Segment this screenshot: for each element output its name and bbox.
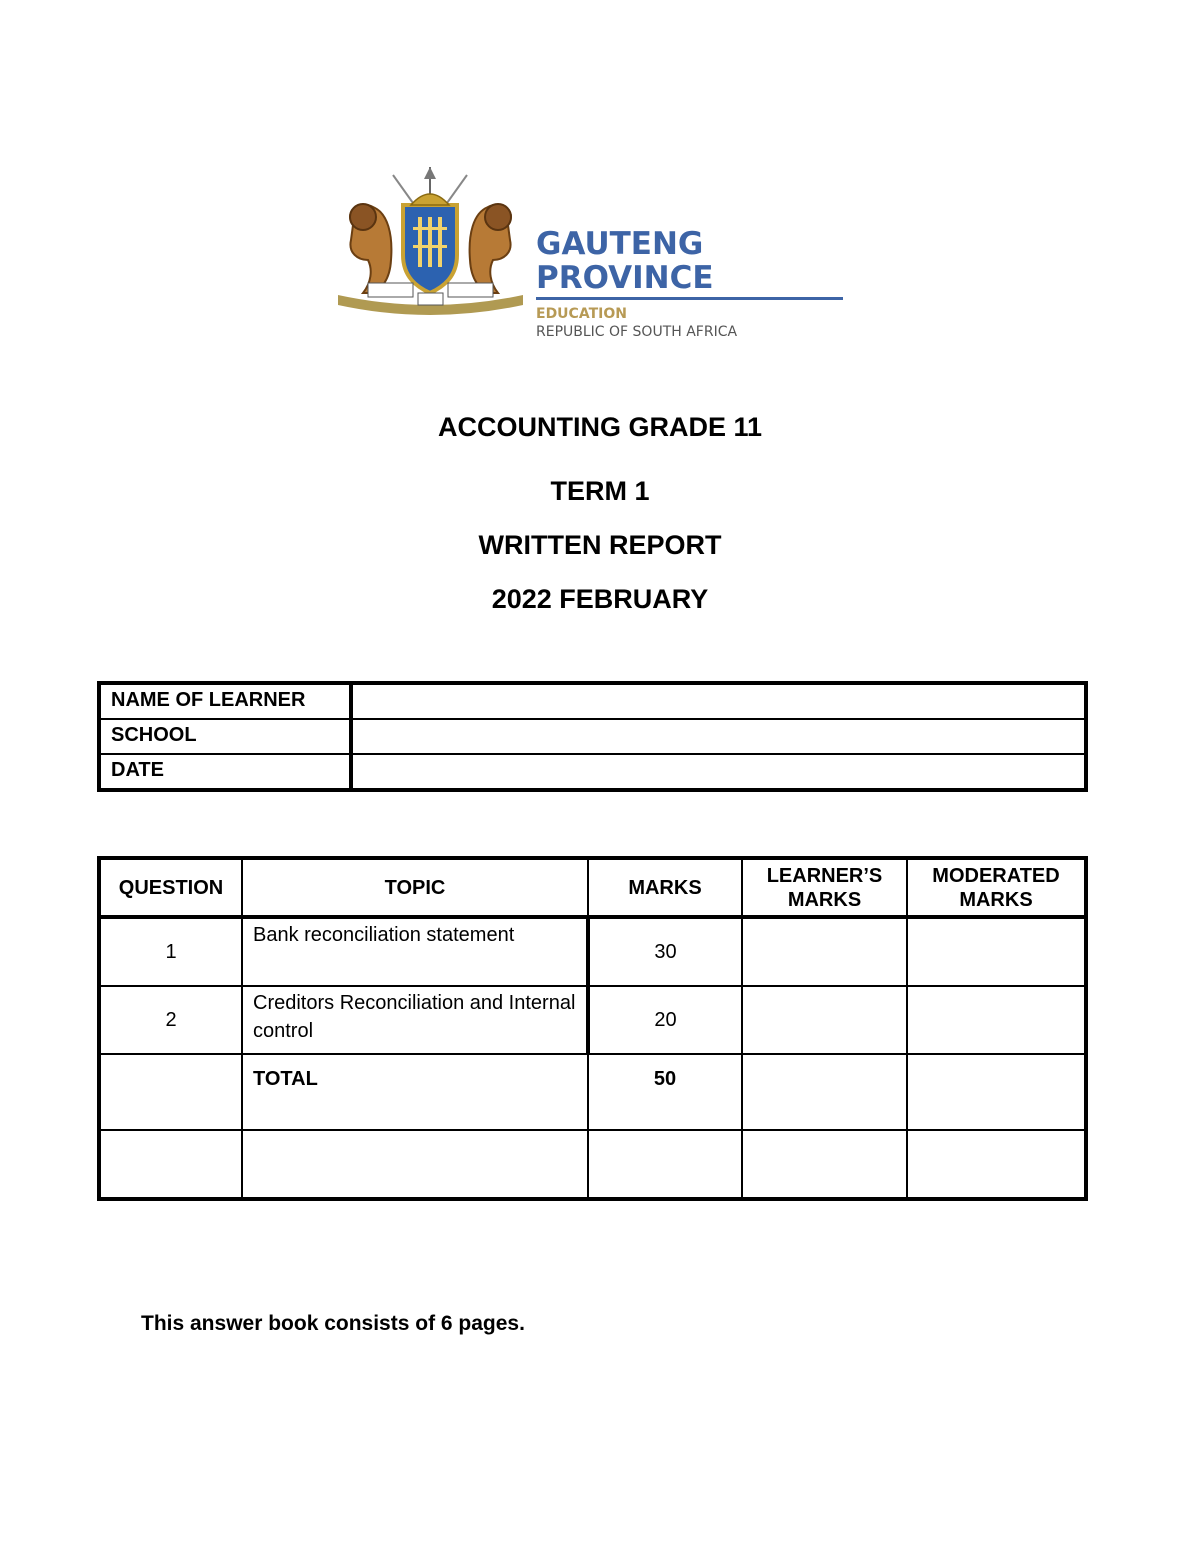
term-title: TERM 1 <box>550 476 650 506</box>
learner-info-table <box>97 681 1088 792</box>
date-title: 2022 FEBRUARY <box>491 584 709 614</box>
marks-header-row <box>99 858 1086 917</box>
learner-name-label: NAME OF LEARNER <box>99 683 351 719</box>
marks-cell: 20 <box>588 986 742 1054</box>
topic-cell <box>242 1130 588 1199</box>
table-row <box>99 917 1086 986</box>
coat-of-arms-icon <box>333 165 528 315</box>
moderated-marks-cell[interactable] <box>907 986 1086 1054</box>
country-name: REPUBLIC OF SOUTH AFRICA <box>536 324 738 340</box>
school-label: SCHOOL <box>99 719 351 754</box>
total-marks-cell: 50 <box>588 1054 742 1130</box>
topic-cell: Creditors Reconciliation and Internal control <box>242 986 588 1054</box>
moderated-marks-cell[interactable] <box>907 1130 1086 1199</box>
task-title: WRITTEN REPORT <box>478 530 722 560</box>
header-question: QUESTION <box>99 858 242 917</box>
date-label: DATE <box>99 754 351 790</box>
marks-cell: 30 <box>588 917 742 986</box>
total-label: TOTAL <box>242 1054 588 1130</box>
header-learner-marks: LEARNER’S MARKS <box>742 858 907 917</box>
date-row <box>99 754 1086 790</box>
question-cell <box>99 1054 242 1130</box>
page-count-note: This answer book consists of 6 pages. <box>141 1312 525 1335</box>
learner-marks-cell[interactable] <box>742 917 907 986</box>
province-name: GAUTENG PROVINCE <box>536 226 714 296</box>
table-row <box>99 1130 1086 1199</box>
subject-title: ACCOUNTING GRADE 11 <box>437 412 763 442</box>
school-field[interactable] <box>351 719 1086 754</box>
table-row <box>99 986 1086 1054</box>
learner-marks-cell[interactable] <box>742 1130 907 1199</box>
learner-marks-cell[interactable] <box>742 986 907 1054</box>
header-topic: TOPIC <box>242 858 588 917</box>
total-row <box>99 1054 1086 1130</box>
moderated-marks-cell[interactable] <box>907 1054 1086 1130</box>
question-cell: 2 <box>99 986 242 1054</box>
marks-cell <box>588 1130 742 1199</box>
learner-marks-cell[interactable] <box>742 1054 907 1130</box>
date-field[interactable] <box>351 754 1086 790</box>
learner-name-row <box>99 683 1086 719</box>
marks-table <box>97 856 1088 1201</box>
question-cell <box>99 1130 242 1199</box>
province-underline <box>536 297 843 300</box>
school-row <box>99 719 1086 754</box>
question-cell: 1 <box>99 917 242 986</box>
gauteng-logo <box>333 165 853 340</box>
department-name: EDUCATION <box>536 306 627 322</box>
topic-cell: Bank reconciliation statement <box>242 917 588 986</box>
moderated-marks-cell[interactable] <box>907 917 1086 986</box>
logo-text <box>536 227 853 341</box>
header-marks: MARKS <box>588 858 742 917</box>
header-moderated-marks: MODERATED MARKS <box>907 858 1086 917</box>
learner-name-field[interactable] <box>351 683 1086 719</box>
